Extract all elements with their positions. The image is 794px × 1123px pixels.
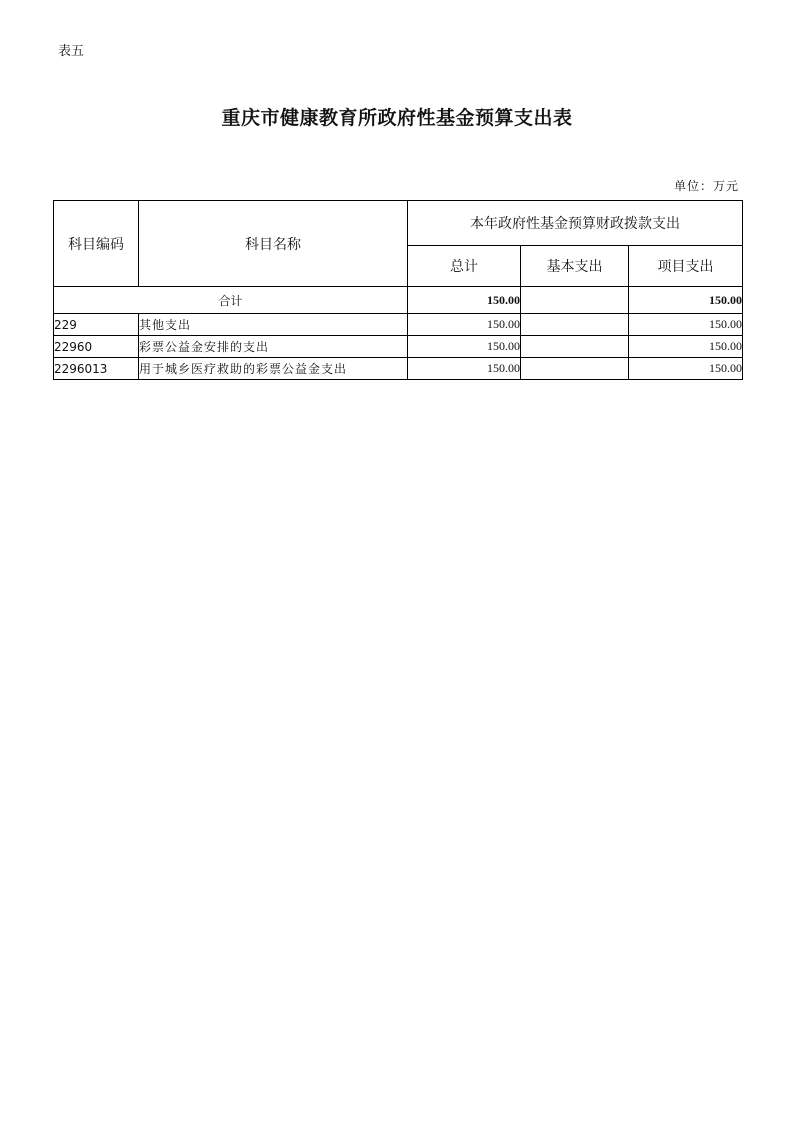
header-row [54, 201, 743, 246]
total-label: 合计 [54, 287, 408, 314]
row-basic [521, 358, 629, 380]
unit-label: 单位：万元 [673, 179, 739, 193]
row-project: 150.00 [629, 358, 743, 380]
page-label: 表五 [58, 44, 85, 59]
header-basic: 基本支出 [521, 246, 629, 287]
row-name: 彩票公益金安排的支出 [139, 336, 408, 358]
total-total: 150.00 [408, 287, 521, 314]
row-basic [521, 314, 629, 336]
table-row [54, 358, 743, 380]
header-project: 项目支出 [629, 246, 743, 287]
row-code: 229 [54, 314, 139, 336]
header-group: 本年政府性基金预算财政拨款支出 [408, 201, 743, 246]
row-code: 2296013 [54, 358, 139, 380]
total-basic [521, 287, 629, 314]
header-name: 科目名称 [139, 201, 408, 287]
page-title: 重庆市健康教育所政府性基金预算支出表 [221, 107, 573, 129]
total-project: 150.00 [629, 287, 743, 314]
table-row [54, 336, 743, 358]
table-row [54, 314, 743, 336]
row-total: 150.00 [408, 314, 521, 336]
row-total: 150.00 [408, 336, 521, 358]
budget-table [53, 200, 743, 380]
total-row [54, 287, 743, 314]
row-total: 150.00 [408, 358, 521, 380]
row-name: 用于城乡医疗救助的彩票公益金支出 [139, 358, 408, 380]
row-code: 22960 [54, 336, 139, 358]
header-total: 总计 [408, 246, 521, 287]
row-name: 其他支出 [139, 314, 408, 336]
header-code: 科目编码 [54, 201, 139, 287]
row-basic [521, 336, 629, 358]
row-project: 150.00 [629, 336, 743, 358]
row-project: 150.00 [629, 314, 743, 336]
